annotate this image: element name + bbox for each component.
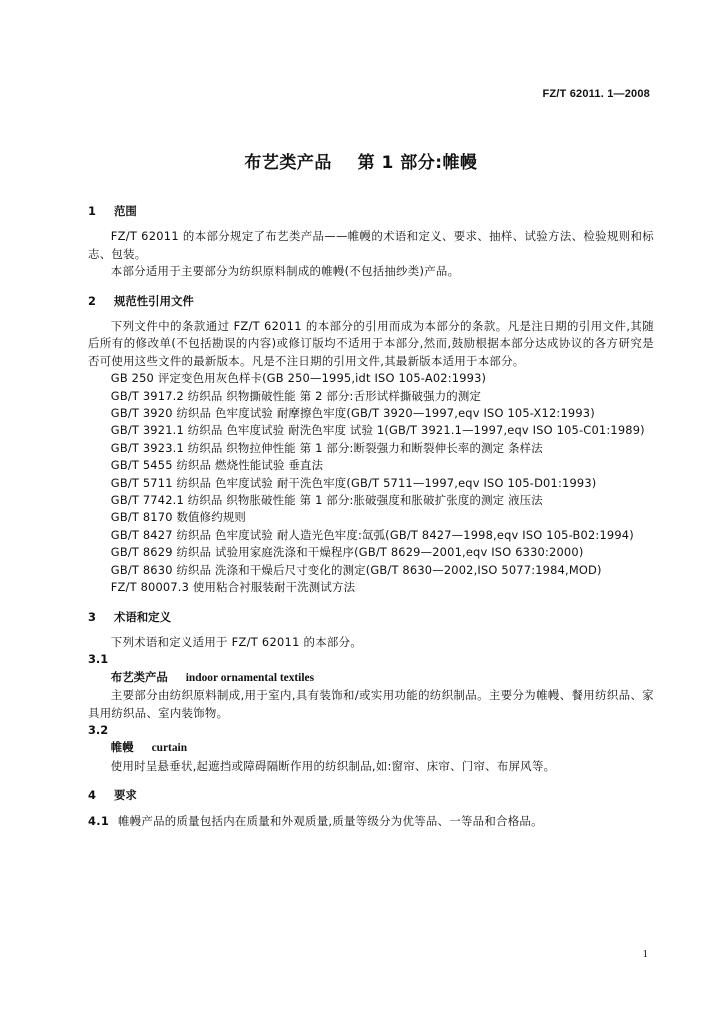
- standard-code: FZ/T 62011. 1—2008: [542, 88, 650, 100]
- term-zh: 布艺类产品: [110, 669, 168, 684]
- term-zh: 帷幔: [110, 740, 134, 755]
- page-number: 1: [642, 948, 648, 960]
- term-en: curtain: [151, 742, 188, 755]
- term-definition: 使用时呈悬垂状,起遮挡或障碍隔断作用的纺织制品,如:窗帘、床帘、门帘、布屏风等。: [110, 758, 556, 773]
- reference-item: GB/T 7742.1 纺织品 织物胀破性能 第 1 部分:胀破强度和胀破扩张度的测定 液压法: [110, 493, 543, 508]
- term-entry: [88, 739, 654, 757]
- paragraph: 本部分适用于主要部分为纺织原料制成的帷幔(不包括抽纱类)产品。: [110, 264, 460, 279]
- section-number: 2: [88, 293, 96, 308]
- clause-number: 3.1: [88, 652, 109, 667]
- section-number: 3: [88, 609, 96, 624]
- section-title: 规范性引用文件: [114, 293, 194, 308]
- document-body: [88, 203, 654, 830]
- reference-item: GB/T 5455 纺织品 燃烧性能试验 垂直法: [110, 458, 324, 473]
- reference-item: GB/T 8427 纺织品 色牢度试验 耐人造光色牢度:氙弧(GB/T 8427—1998,eqv ISO 105-B02:1994): [110, 527, 634, 542]
- paragraph: 下列文件中的条款通过 FZ/T 62011 的本部分的引用而成为本部分的条款。凡是注日期的引用文件,其随后所有的修改单(不包括勘误的内容)或修订版均不适用于本部分,然而,鼓励根据本部分达成协议的各方研究是否可使用这些文件的最新版本。凡是不注日期的引用文件,其最新版本适用于本部分。: [88, 319, 654, 368]
- reference-item: GB/T 3921.1 纺织品 色牢度试验 耐洗色牢度 试验 1(GB/T 3921.1—1997,eqv ISO 105-C01:1989): [110, 423, 645, 438]
- clause-number: 3.2: [88, 722, 109, 737]
- requirement-item: [88, 813, 654, 830]
- term-definition: 主要部分由纺织原料制成,用于室内,具有装饰和/或实用功能的纺织制品。主要分为帷幔、餐用纺织品、家具用纺织品、室内装饰物。: [88, 688, 654, 720]
- reference-item: GB/T 8629 纺织品 试验用家庭洗涤和干燥程序(GB/T 8629—2001,eqv ISO 6330:2000): [110, 545, 584, 560]
- reference-item: GB/T 3920 纺织品 色牢度试验 耐摩擦色牢度(GB/T 3920—1997,eqv ISO 105-X12:1993): [110, 406, 595, 421]
- section-heading-normative-references: [88, 293, 654, 310]
- section-title: 要求: [114, 788, 137, 803]
- requirement-text: 帷幔产品的质量包括内在质量和外观质量,质量等级分为优等品、一等品和合格品。: [118, 813, 543, 828]
- reference-item: GB 250 评定变色用灰色样卡(GB 250—1995,idt ISO 105-A02:1993): [110, 371, 487, 386]
- reference-item: FZ/T 80007.3 使用粘合衬服装耐干洗测试方法: [110, 580, 356, 595]
- reference-item: GB/T 5711 纺织品 色牢度试验 耐干洗色牢度(GB/T 5711—1997,eqv ISO 105-D01:1993): [110, 475, 597, 490]
- reference-item: GB/T 8170 数值修约规则: [110, 510, 247, 525]
- section-heading-scope: [88, 203, 654, 220]
- paragraph: FZ/T 62011 的本部分规定了布艺类产品——帷幔的术语和定义、要求、抽样、试验方法、检验规则和标志、包装。: [88, 229, 654, 261]
- document-title: 布艺类产品 第 1 部分:帷幔: [244, 153, 478, 173]
- section-title: 范围: [114, 204, 137, 218]
- section-number: 1: [88, 204, 96, 218]
- section-heading-requirements: [88, 787, 654, 804]
- section-number: 4: [88, 788, 96, 803]
- reference-item: GB/T 3923.1 纺织品 织物拉伸性能 第 1 部分:断裂强力和断裂伸长率的测定 条样法: [110, 440, 543, 455]
- section-heading-terms-definitions: [88, 609, 654, 626]
- paragraph: 下列术语和定义适用于 FZ/T 62011 的本部分。: [110, 634, 363, 649]
- section-title: 术语和定义: [114, 609, 171, 624]
- term-en: indoor ornamental textiles: [185, 671, 315, 684]
- reference-item: GB/T 3917.2 纺织品 织物撕破性能 第 2 部分:舌形试样撕破强力的测定: [110, 388, 482, 403]
- clause-number: 4.1: [88, 813, 110, 828]
- reference-item: GB/T 8630 纺织品 洗涤和干燥后尺寸变化的测定(GB/T 8630—2002,ISO 5077:1984,MOD): [110, 562, 602, 577]
- term-entry: [88, 669, 654, 687]
